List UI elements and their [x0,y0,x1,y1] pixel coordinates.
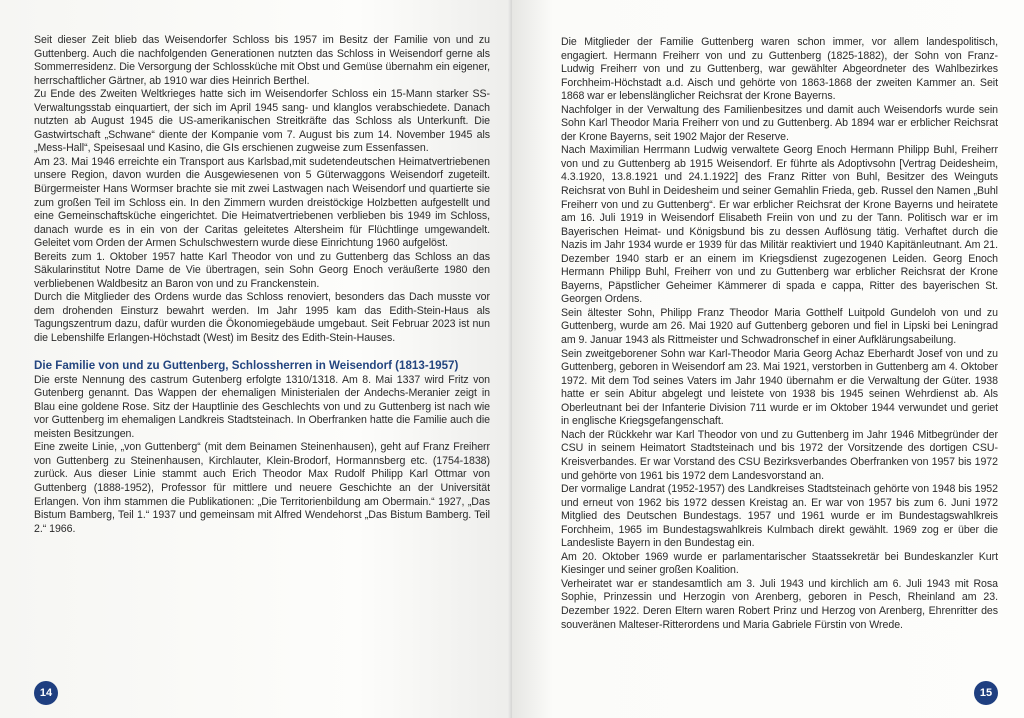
left-paragraph-6: Die erste Nennung des castrum Gutenberg erfolgte 1310/1318. Am 8. Mai 1337 wird Fritz von Gutenberg genannt. Das Wappen der ehemaligen Ministerialen der Andechs-Meranier zeigt in Blau eine goldene Rose. Sitz der Hauptlinie des Geschlechts von und zu Guttenberg ist nach wie vor Guttenberg im ehemaligen Landkreis Stadtsteinach. In Oberfranken hatte die Familie auch die meisten Besitzungen. [34,373,490,440]
right-paragraph-6: Nach der Rückkehr war Karl Theodor von und zu Guttenberg im Jahr 1946 Mitbegründer der CSU in seinem Heimatort Stadtsteinach und bis 1972 der Vorsitzende des dortigen CSU-Kreisverbandes. Er war Vorstand des CSU Bezirksverbandes Oberfranken von 1957 bis 1972 und gehörte von 1961 bis 1972 dem Landesvorstand an. [561,428,998,482]
left-paragraph-3: Am 23. Mai 1946 erreichte ein Transport aus Karlsbad,mit sudetendeutschen Heimatvertriebenen unsere Region, davon wurden die Ausgewiesenen von 5 Güterwaggons Weisendorf zugeteilt. Bürgermeister Hans Wormser brachte sie mit zwei Lastwagen nach Weisendorf und quartierte sie zum großen Teil im Schloss ein. In den Zimmern wurden dreistöckige Holzbetten aufgestellt und eine Gemeinschaftsküche eingerichtet. Die Heimatvertriebenen verblieben bis 1949 im Schloss, danach wurde es in ein von der Caritas geleitetes Altersheim für Flüchtlinge umgewandelt. Geleitet vom Orden der Armen Schulschwestern wurde diese Einrichtung 1960 aufgelöst. [34,155,490,250]
right-paragraph-9: Verheiratet war er standesamtlich am 3. Juli 1943 und kirchlich am 6. Juli 1943 mit Rosa Sophie, Prinzessin und Herzogin von Arenberg, geboren in Pesch, Rheinland am 23. Dezember 1922. Deren Eltern waren Robert Prinz und Herzog von Arenberg, Ehrenritter des souveränen Malteser-Ritterordens und Maria Gabriele Fürstin von Wrede. [561,577,998,631]
page-number-right: 15 [974,681,998,705]
left-paragraph-1: Seit dieser Zeit blieb das Weisendorfer Schloss bis 1957 im Besitz der Familie von und zu Guttenberg. Auch die nachfolgenden Generationen nutzten das Schloss in Weisendorf gerne als Sommerresidenz. Die Versorgung der Schlossküche mit Obst und Gemüse übernahm ein eigener, herrschaftlicher Gärtner, ab 1910 war dies Heinrich Berthel. [34,34,490,87]
left-paragraph-7: Eine zweite Linie, „von Guttenberg“ (mit dem Beinamen Steinenhausen), geht auf Franz Freiherr von Guttenberg zu Steinenhausen, Kirchlauter, Klein-Brodorf, Hormannsberg etc. (1754-1838) zurück. Aus dieser Linie stammt auch Erich Theodor Max Rudolf Philipp Karl Ottmar von Guttenberg (1888-1952), Professor für mittlere und neuere Geschichte an der Universität Erlangen. Von ihm stammen die Publikationen: „Die Territorienbildung am Obermain.“ 1927, „Das Bistum Bamberg, Teil 1.“ 1937 und gemeinsam mit Alfred Wendehorst „Das Bistum Bamberg. Teil 2.“ 1966. [34,441,490,535]
right-paragraph-2: Nachfolger in der Verwaltung des Familienbesitzes und damit auch Weisendorfs wurde sein Sohn Karl Theodor Maria Freiherr von und zu Guttenberg. Ab 1894 war er erblicher Reichsrat der Krone Bayerns, seit 1902 Major der Reserve. [561,103,998,143]
section-heading: Die Familie von und zu Guttenberg, Schlossherren in Weisendorf (1813-1957) [34,358,459,372]
right-paragraph-1: Die Mitglieder der Familie Guttenberg waren schon immer, vor allem landespolitisch, engagiert. Hermann Freiherr von und zu Guttenberg (1825-1882), der Sohn von Franz- Ludwig Freiherr von und zu Guttenberg, war gewählter Abgeordneter des Wahlbezirkes Forchheim-Höchstadt a.d. Aisch und gehörte von 1863-1868 der zweiten Kammer an. Seit 1868 war er lebenslänglicher Reichsrat der Krone Bayerns. [561,36,998,103]
left-paragraph-5: Durch die Mitglieder des Ordens wurde das Schloss renoviert, besonders das Dach musste vor dem drohenden Einsturz bewahrt werden. Im Jahr 1995 kam das Edith-Stein-Haus als Tagungszentrum dazu, dafür wurden die Ökonomiegebäude umgebaut. Seit Februar 2023 ist nun die Lebenshilfe Erlangen-Höchstadt (West) im Besitz des Edith-Stein-Hauses. [34,291,490,345]
left-paragraph-2: Zu Ende des Zweiten Weltkrieges hatte sich im Weisendorfer Schloss ein 15-Mann starker SS- Verwaltungsstab einquartiert, der sich im April 1945 sang- und klanglos verabschiedete. Danach nutzten ab August 1945 die US-amerikanischen Streitkräfte das Schloss als Unterkunft. Die Gastwirtschaft „Schwane“ diente der Kompanie vom 7. August bis zum 14. November 1945 als „Mess-Hall“, Speisesaal und Kasino, die GIs erschienen zugweise zum Essenfassen. [34,88,490,155]
page-number-left: 14 [34,681,58,705]
right-paragraph-7: Der vormalige Landrat (1952-1957) des Landkreises Stadtsteinach gehörte von 1948 bis 1952 und erneut von 1962 bis 1972 dessen Kreistag an. Er war von 1957 bis zum 6. Juni 1972 Mitglied des Deutschen Bundestags. 1957 und 1961 wurde er im Bundestagswahlkreis Forchheim, 1965 im Bundestagswahlkreis Kulmbach direkt gewählt. 1969 zog er über die Landesliste Bayern in den Bundestag ein. [561,483,998,550]
right-page [512,0,1024,718]
right-paragraph-5: Sein zweitgeborener Sohn war Karl-Theodor Maria Georg Achaz Eberhardt Josef von und zu Guttenberg, geboren in Weisendorf am 23. Mai 1921, verstorben in Guttenberg am 4. Oktober 1972. Mit dem Tod seines Vaters im Jahr 1940 übernahm er die Verwaltung der Güter. 1938 hatte er sein Abitur abgelegt und leistete von 1938 bis 1945 seinen Wehrdienst ab. Als Oberleutnant bei der Infanterie Division 711 wurde er im Oktober 1944 verwundet und geriet in englische Kriegsgefangenschaft. [561,347,998,428]
right-paragraph-4: Sein ältester Sohn, Philipp Franz Theodor Maria Gotthelf Luitpold Gundeloh von und zu Guttenberg, wurde am 26. Mai 1920 auf Guttenberg geboren und fiel in Lipski bei Leningrad am 9. Januar 1943 als Rittmeister und Schwadronschef in einer Aufklärungsabeilung. [561,306,998,347]
right-paragraph-8: Am 20. Oktober 1969 wurde er parlamentarischer Staatssekretär bei Bundeskanzler Kurt Kiesinger und seiner großen Koalition. [561,550,998,577]
right-paragraph-3: Nach Maximilian Herrmann Ludwig verwaltete Georg Enoch Hermann Philipp Buhl, Freiherr von und zu Guttenberg ab 1915 Weisendorf. Er führte als Adoptivsohn [Vertrag Deidesheim, 4.3.1920, 13.8.1921 und 24.1.1922] des Franz Ritter von Buhl, Besitzer des Weinguts Reichsrat von Buhl in Deidesheim und seiner Gemahlin Frieda, geb. Russel den Namen „Buhl Freiherr von und zu Guttenberg“. Er war erblicher Reichsrat der Krone Bayerns und heiratete am 16. Juli 1919 in Weisendorf Elisabeth Freiin von und zu der Tann. Politisch war er im Bayerischen Heimat- und Königsbund bis zu dessen Auflösung tätig. Verhaftet durch die Nazis im Jahr 1934 wurde er 1939 für das Militär reaktiviert und 1940 Kapitänleutnant. Am 21. Dezember 1940 starb er an einem im Kriegsdienst zugezogenen Leiden. Georg Enoch Hermann Philipp Buhl, Freiherr von und zu Guttenberg war erblicher Reichsrat der Krone Bayerns, Päpstlicher Geheimer Kämmerer di spada e cappa, Ritter des bayerischen St. Georgen Ordens. [561,144,998,306]
left-paragraph-4: Bereits zum 1. Oktober 1957 hatte Karl Theodor von und zu Guttenberg das Schloss an das Säkularinstitut Notre Dame de Vie übertragen, sein Sohn Georg Enoch veräußerte 1980 den verbliebenen Waldbesitz an Baron von und zu Franckenstein. [34,250,490,290]
